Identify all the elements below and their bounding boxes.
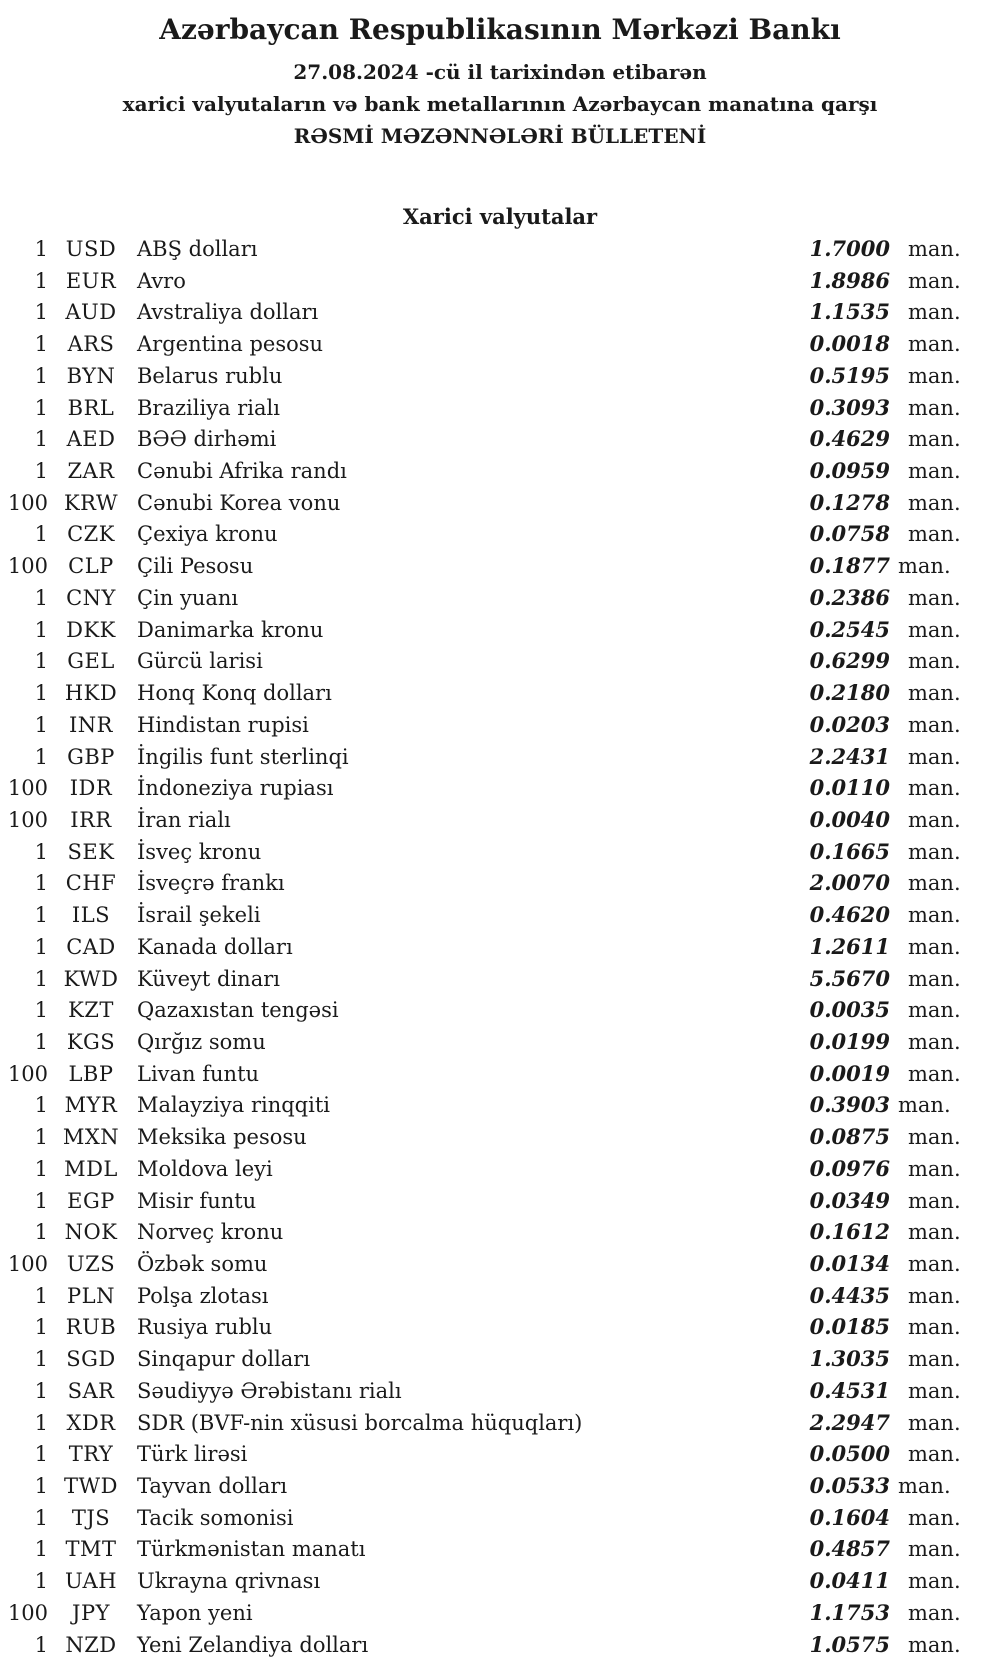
currency-rate: 2.0070 (809, 870, 890, 896)
currency-unit: man. (908, 1410, 961, 1435)
currency-rate: 1.1753 (809, 1599, 890, 1625)
table-row (0, 233, 1000, 265)
currency-quantity: 1 (34, 1569, 48, 1594)
currency-rate: 0.3093 (809, 394, 890, 420)
table-row (0, 518, 1000, 550)
currency-unit: man. (908, 427, 961, 452)
table-row (0, 1089, 1000, 1121)
currency-quantity: 1 (34, 585, 48, 610)
currency-rate: 0.1278 (809, 489, 890, 515)
currency-unit: man. (908, 1188, 961, 1213)
currency-quantity: 1 (34, 1220, 48, 1245)
currency-quantity: 100 (7, 807, 48, 832)
currency-rate: 0.0199 (809, 1028, 890, 1054)
currency-rate: 0.4629 (809, 426, 890, 452)
currency-unit: man. (908, 744, 961, 769)
currency-quantity: 1 (34, 1315, 48, 1340)
currency-quantity: 1 (34, 1474, 48, 1499)
table-row (0, 455, 1000, 487)
currency-code: SEK (67, 839, 115, 864)
currency-name: ABŞ dolları (137, 237, 258, 261)
section-title-foreign-currencies: Xarici valyutalar (402, 204, 598, 229)
currency-unit: man. (908, 871, 961, 896)
table-row (0, 1216, 1000, 1248)
currency-quantity: 1 (34, 459, 48, 484)
currency-unit: man. (908, 903, 961, 928)
exchange-rates-list (0, 233, 1000, 1660)
currency-code: MXN (62, 1125, 120, 1150)
currency-unit: man. (908, 1347, 961, 1372)
currency-rate: 0.0976 (809, 1155, 890, 1181)
currency-name: Küveyt dinarı (137, 966, 280, 991)
currency-name: Rusiya rublu (137, 1315, 273, 1340)
currency-quantity: 1 (34, 522, 48, 547)
currency-unit: man. (908, 649, 961, 674)
currency-code: KWD (63, 966, 119, 991)
currency-code: ILS (71, 903, 111, 928)
table-row (0, 709, 1000, 741)
currency-rate: 0.0185 (809, 1314, 890, 1340)
currency-code: GEL (67, 649, 115, 674)
currency-quantity: 1 (34, 744, 48, 769)
currency-code: PLN (67, 1283, 115, 1308)
currency-rate: 0.4435 (809, 1282, 890, 1308)
currency-name: İndoneziya rupiası (137, 776, 334, 801)
currency-code: GBP (67, 744, 115, 769)
currency-quantity: 1 (34, 966, 48, 991)
currency-code: BYN (66, 363, 116, 388)
table-row (0, 1502, 1000, 1534)
currency-rate: 0.4857 (809, 1536, 890, 1562)
currency-code: INR (69, 712, 113, 737)
table-row (0, 1343, 1000, 1375)
currency-name: Türkmənistan manatı (137, 1537, 366, 1562)
currency-name: Tacik somonisi (137, 1505, 294, 1530)
currency-name: Yeni Zelandiya dolları (137, 1632, 369, 1657)
currency-rate: 0.2180 (809, 680, 890, 706)
currency-code: BRL (67, 395, 115, 420)
currency-rate: 0.2545 (809, 616, 890, 642)
currency-quantity: 1 (34, 427, 48, 452)
currency-name: Tayvan dolları (137, 1474, 288, 1499)
currency-name: Özbək somu (137, 1252, 268, 1276)
currency-name: Danimarka kronu (137, 617, 324, 642)
currency-unit: man. (908, 1600, 961, 1625)
currency-rate: 0.1604 (809, 1504, 890, 1530)
table-row (0, 1629, 1000, 1661)
currency-code: AED (66, 427, 116, 452)
currency-code: MYR (64, 1093, 118, 1118)
currency-code: MDL (64, 1156, 118, 1181)
currency-rate: 2.2431 (809, 743, 890, 769)
currency-quantity: 1 (34, 712, 48, 737)
currency-unit: man. (908, 1537, 961, 1562)
currency-rate: 0.2386 (809, 584, 890, 610)
table-row (0, 836, 1000, 868)
currency-code: IDR (69, 776, 113, 801)
currency-quantity: 100 (7, 1252, 48, 1276)
currency-quantity: 1 (34, 1093, 48, 1118)
currency-code: CLP (68, 554, 114, 579)
currency-quantity: 1 (34, 332, 48, 357)
currency-quantity: 100 (7, 776, 48, 801)
currency-code: AUD (65, 300, 117, 325)
bulletin-title-line: RƏSMİ MƏZƏNNƏLƏRİ BÜLLETENİ (293, 124, 707, 148)
currency-unit: man. (908, 1061, 961, 1086)
currency-rate: 0.0019 (809, 1060, 890, 1086)
currency-quantity: 1 (34, 649, 48, 674)
table-row (0, 1565, 1000, 1597)
currency-quantity: 1 (34, 1283, 48, 1308)
currency-name: Belarus rublu (137, 363, 283, 388)
currency-unit: man. (908, 681, 961, 706)
table-row (0, 963, 1000, 995)
currency-name: Avstraliya dolları (137, 300, 319, 325)
currency-name: Honq Konq dolları (137, 681, 332, 706)
currency-unit: man. (908, 839, 961, 864)
currency-name: Norveç kronu (137, 1220, 284, 1245)
currency-unit: man. (908, 490, 961, 515)
currency-quantity: 1 (34, 395, 48, 420)
currency-quantity: 1 (34, 1188, 48, 1213)
currency-unit: man. (908, 237, 961, 261)
currency-rate: 0.0203 (809, 711, 890, 737)
currency-quantity: 1 (34, 1029, 48, 1054)
currency-name: Qazaxıstan tengəsi (137, 998, 339, 1023)
table-row (0, 1407, 1000, 1439)
currency-quantity: 1 (34, 363, 48, 388)
currency-quantity: 100 (7, 1061, 48, 1086)
table-row (0, 931, 1000, 963)
currency-unit: man. (898, 554, 951, 579)
currency-name: Meksika pesosu (137, 1125, 307, 1150)
currency-name: Cənubi Korea vonu (137, 490, 341, 515)
currency-rate: 0.4531 (809, 1377, 890, 1403)
currency-code: JPY (72, 1600, 110, 1625)
table-row (0, 1311, 1000, 1343)
currency-name: BƏƏ dirhəmi (137, 427, 277, 452)
currency-rate: 0.1877 (809, 553, 890, 579)
currency-quantity: 1 (34, 1156, 48, 1181)
currency-name: Çexiya kronu (137, 522, 278, 547)
currency-code: CZK (67, 522, 115, 547)
currency-name: Səudiyyə Ərəbistanı rialı (137, 1378, 402, 1403)
currency-name: Türk lirəsi (137, 1442, 248, 1467)
currency-name: Kanada dolları (137, 934, 293, 959)
currency-quantity: 1 (34, 1505, 48, 1530)
currency-unit: man. (898, 1474, 951, 1499)
currency-unit: man. (908, 363, 961, 388)
currency-unit: man. (908, 617, 961, 642)
table-row (0, 645, 1000, 677)
currency-code: TJS (71, 1505, 111, 1530)
currency-rate: 0.0533 (809, 1473, 890, 1499)
currency-unit: man. (908, 776, 961, 801)
table-row (0, 994, 1000, 1026)
currency-code: LBP (68, 1061, 114, 1086)
currency-unit: man. (908, 966, 961, 991)
table-row (0, 1375, 1000, 1407)
currency-quantity: 1 (34, 871, 48, 896)
currency-unit: man. (908, 1378, 961, 1403)
table-row (0, 360, 1000, 392)
currency-code: DKK (66, 617, 116, 642)
currency-quantity: 1 (34, 934, 48, 959)
currency-code: KRW (63, 490, 119, 515)
table-row (0, 1026, 1000, 1058)
currency-name: İsrail şekeli (137, 903, 261, 928)
currency-code: TMT (65, 1537, 117, 1562)
currency-code: UZS (66, 1252, 116, 1276)
bank-name-title: Azərbaycan Respublikasının Mərkəzi Bankı (159, 13, 841, 46)
currency-unit: man. (908, 585, 961, 610)
currency-quantity: 1 (34, 1378, 48, 1403)
currency-unit: man. (908, 1252, 961, 1276)
currency-name: Polşa zlotası (137, 1283, 269, 1308)
currency-name: Misir funtu (137, 1188, 257, 1213)
table-row (0, 804, 1000, 836)
currency-name: SDR (BVF-nin xüsusi borcalma hüquqları) (137, 1410, 583, 1435)
currency-quantity: 1 (34, 1537, 48, 1562)
currency-rate: 1.2611 (809, 933, 890, 959)
currency-name: İngilis funt sterlinqi (137, 744, 349, 769)
currency-unit: man. (908, 522, 961, 547)
currency-unit: man. (908, 1315, 961, 1340)
table-row (0, 1597, 1000, 1629)
currency-rate: 0.0875 (809, 1124, 890, 1150)
currency-code: RUB (65, 1315, 117, 1340)
currency-code: CHF (65, 871, 117, 896)
currency-code: KGS (66, 1029, 116, 1054)
currency-code: HKD (64, 681, 118, 706)
currency-rate: 0.0411 (809, 1568, 890, 1594)
currency-code: UAH (64, 1569, 118, 1594)
currency-unit: man. (908, 300, 961, 325)
currency-quantity: 1 (34, 681, 48, 706)
currency-rate: 0.0018 (809, 331, 890, 357)
currency-name: Hindistan rupisi (137, 712, 309, 737)
currency-rate: 0.1665 (809, 838, 890, 864)
currency-name: Sinqapur dolları (137, 1347, 311, 1372)
currency-code: SAR (67, 1378, 115, 1403)
currency-quantity: 1 (34, 903, 48, 928)
table-row (0, 1153, 1000, 1185)
table-row (0, 328, 1000, 360)
currency-unit: man. (908, 998, 961, 1023)
currency-quantity: 1 (34, 1125, 48, 1150)
currency-code: ARS (67, 332, 115, 357)
currency-unit: man. (908, 459, 961, 484)
currency-code: TRY (68, 1442, 114, 1467)
currency-code: EGP (67, 1188, 115, 1213)
currency-rate: 0.1612 (809, 1219, 890, 1245)
currency-code: XDR (66, 1410, 116, 1435)
table-row (0, 867, 1000, 899)
currency-quantity: 100 (7, 1600, 48, 1625)
currency-code: USD (65, 237, 117, 261)
currency-name: Çili Pesosu (137, 554, 254, 579)
currency-quantity: 100 (7, 554, 48, 579)
currency-rate: 0.0349 (809, 1187, 890, 1213)
currency-name: İran rialı (137, 807, 231, 832)
currency-rate: 0.6299 (809, 648, 890, 674)
currency-unit: man. (908, 1569, 961, 1594)
currency-unit: man. (908, 1283, 961, 1308)
table-row (0, 677, 1000, 709)
currency-unit: man. (908, 1125, 961, 1150)
currency-quantity: 1 (34, 300, 48, 325)
table-row (0, 265, 1000, 297)
currency-quantity: 1 (34, 268, 48, 293)
currency-quantity: 1 (34, 1632, 48, 1657)
table-row (0, 1533, 1000, 1565)
table-row (0, 1438, 1000, 1470)
table-row (0, 1121, 1000, 1153)
currency-rate: 1.3035 (809, 1346, 890, 1372)
currency-name: Malayziya rinqqiti (137, 1093, 330, 1118)
currency-code: TWD (64, 1474, 118, 1499)
table-row (0, 1248, 1000, 1280)
currency-rate: 0.0758 (809, 521, 890, 547)
table-row (0, 392, 1000, 424)
currency-quantity: 1 (34, 998, 48, 1023)
currency-unit: man. (908, 807, 961, 832)
table-row (0, 614, 1000, 646)
currency-name: Gürcü larisi (137, 649, 263, 674)
currency-name: Avro (137, 268, 186, 293)
currency-name: İsveçrə frankı (137, 871, 285, 896)
currency-unit: man. (908, 1029, 961, 1054)
currency-code: NOK (64, 1220, 118, 1245)
table-row (0, 423, 1000, 455)
currency-name: Yapon yeni (137, 1600, 253, 1625)
effective-date-line: 27.08.2024 -cü il tarixindən etibarən (293, 60, 707, 84)
currency-rate: 0.0110 (809, 775, 890, 801)
currency-unit: man. (908, 332, 961, 357)
currency-code: EUR (65, 268, 117, 293)
currency-name: Ukrayna qrivnası (137, 1569, 321, 1594)
currency-code: CNY (66, 585, 116, 610)
currency-code: KZT (68, 998, 114, 1023)
currency-rate: 2.2947 (809, 1409, 890, 1435)
currency-rate: 0.0500 (809, 1441, 890, 1467)
currency-name: Moldova leyi (137, 1156, 273, 1181)
currency-quantity: 1 (34, 839, 48, 864)
currency-rate: 1.1535 (809, 299, 890, 325)
table-row (0, 1280, 1000, 1312)
table-row (0, 899, 1000, 931)
currency-quantity: 1 (34, 1442, 48, 1467)
currency-rate: 0.4620 (809, 902, 890, 928)
currency-code: SGD (66, 1347, 116, 1372)
currency-unit: man. (898, 1093, 951, 1118)
currency-code: IRR (70, 807, 112, 832)
currency-name: Qırğız somu (137, 1029, 266, 1054)
currency-unit: man. (908, 1442, 961, 1467)
currency-name: İsveç kronu (137, 839, 262, 864)
currency-unit: man. (908, 1632, 961, 1657)
currency-name: Livan funtu (137, 1061, 260, 1086)
table-row (0, 296, 1000, 328)
currency-name: Braziliya rialı (137, 395, 280, 420)
currency-rate: 1.7000 (809, 236, 890, 261)
currency-rate: 0.3903 (809, 1092, 890, 1118)
currency-rate: 5.5670 (809, 965, 890, 991)
table-row (0, 1470, 1000, 1502)
currency-name: Cənubi Afrika randı (137, 459, 347, 484)
currency-name: Argentina pesosu (137, 332, 324, 357)
currency-rate: 1.0575 (809, 1631, 890, 1657)
currency-quantity: 1 (34, 617, 48, 642)
currency-quantity: 1 (34, 237, 48, 261)
subject-line: xarici valyutaların və bank metallarının Azərbaycan manatına qarşı (122, 92, 878, 116)
currency-rate: 0.0035 (809, 997, 890, 1023)
currency-quantity: 1 (34, 1410, 48, 1435)
currency-rate: 0.5195 (809, 362, 890, 388)
table-row (0, 1185, 1000, 1217)
currency-unit: man. (908, 712, 961, 737)
currency-unit: man. (908, 1156, 961, 1181)
currency-unit: man. (908, 1505, 961, 1530)
table-row (0, 487, 1000, 519)
currency-rate: 0.0959 (809, 458, 890, 484)
currency-rate: 0.0040 (809, 806, 890, 832)
table-row (0, 1058, 1000, 1090)
currency-rate: 1.8986 (809, 267, 890, 293)
currency-rate: 0.0134 (809, 1251, 890, 1276)
currency-name: Çin yuanı (137, 585, 239, 610)
table-row (0, 550, 1000, 582)
currency-unit: man. (908, 1220, 961, 1245)
currency-unit: man. (908, 934, 961, 959)
currency-unit: man. (908, 395, 961, 420)
currency-code: ZAR (67, 459, 115, 484)
currency-code: CAD (66, 934, 116, 959)
table-row (0, 582, 1000, 614)
currency-quantity: 100 (7, 490, 48, 515)
currency-code: NZD (65, 1632, 117, 1657)
table-row (0, 741, 1000, 773)
currency-unit: man. (908, 268, 961, 293)
currency-quantity: 1 (34, 1347, 48, 1372)
table-row (0, 772, 1000, 804)
